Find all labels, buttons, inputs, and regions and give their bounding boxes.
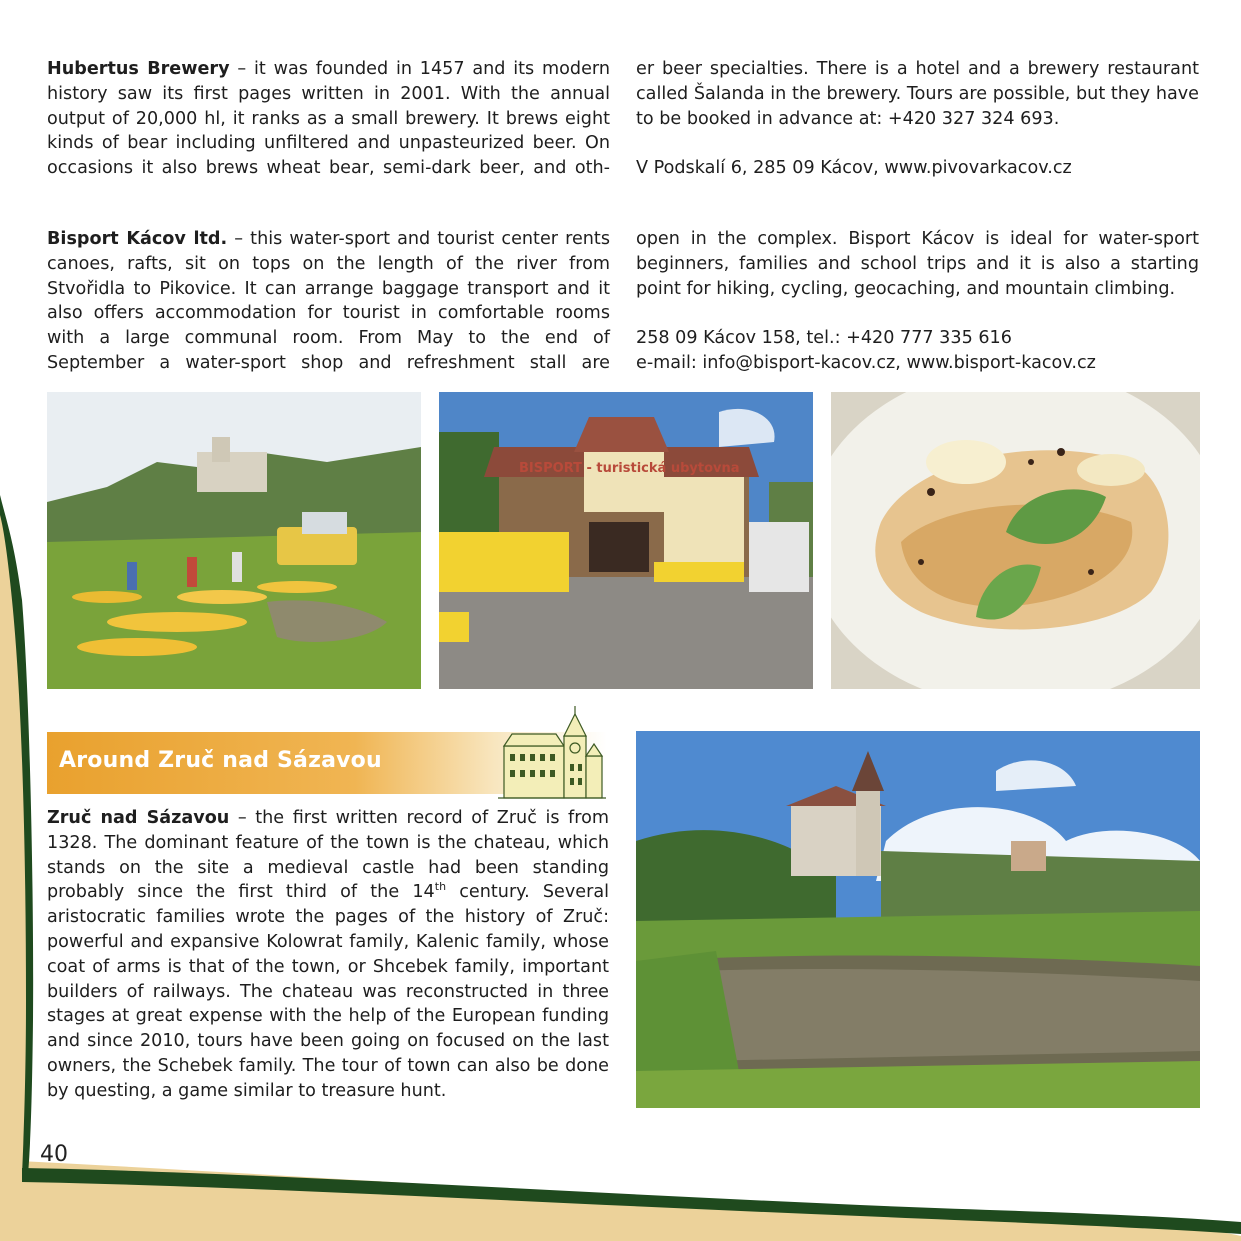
hubertus-paragraph-left — [47, 57, 610, 181]
zruc-text-b: century. Several aristocratic families wrote the pages of the history of Zruč: powerful and expansive Kolowrat family, Kalenic family, whose coat of arms is that of the town, or Shcebek family, important builders of railways. The chateau was reconstructed in three stages at great expense with the help of the European funding and since 2010, tours have been going on focused on the last owners, the Schebek family. The tour of town can also be done by questing, a game similar to treasure hunt. — [47, 882, 609, 1101]
building-sign-text: BISPORT - turistická ubytovna — [519, 461, 740, 476]
hubertus-text-left: – it was founded in 1457 and its modern history saw its first pages written in 2001. With the annual output of 20,000 hl, it ranks as a small brewery. It brews eight kinds of bear including unfiltered and unpasteurized beer. On occasions it also brews wheat bear, semi-dark beer, and oth- — [47, 59, 611, 179]
bisport-paragraph-left — [47, 227, 610, 376]
bisport-name: Bisport Kácov ltd. — [47, 229, 228, 249]
bisport-paragraph-right — [636, 227, 1199, 301]
hubertus-address: V Podskalí 6, 285 09 Kácov, www.pivovarkacov.cz — [636, 158, 1072, 178]
photo-bisport-building — [439, 392, 813, 689]
zruc-sup: th — [434, 880, 447, 894]
bisport-text-left: – this water-sport and tourist center rents canoes, rafts, sit on tops on the length of the river from Stvořidla to Pikovice. It can arrange baggage transport and it also offers accommodation for tourist in comfortable rooms with a large communal room. From May to the end of September a water-sport shop and refreshment stall are — [47, 229, 610, 373]
photo-canoes-meadow — [47, 392, 421, 689]
hubertus-text-right: er beer specialties. There is a hotel and a brewery restaurant called Šalanda in the brewery. Tours are possible, but they have to be booked in advance at: +420 327 324 693. — [636, 59, 1199, 129]
bisport-address: 258 09 Kácov 158, tel.: +420 777 335 616 — [636, 328, 1012, 348]
bisport-text-right: open in the complex. Bisport Kácov is ideal for water-sport beginners, families and school trips and it is also a starting point for hiking, cycling, geocaching, and mountain climbing. — [636, 229, 1199, 299]
hubertus-name: Hubertus Brewery — [47, 59, 230, 79]
page-number: 40 — [40, 1142, 68, 1167]
zruc-paragraph — [47, 806, 609, 1104]
section-title: Around Zruč nad Sázavou — [59, 748, 382, 773]
photo-pancakes — [831, 392, 1200, 689]
chateau-icon — [494, 706, 609, 804]
zruc-name: Zruč nad Sázavou — [47, 808, 230, 828]
hubertus-paragraph-right — [636, 57, 1199, 131]
photo-zruc-chateau-river — [636, 731, 1200, 1108]
bisport-contact: e-mail: info@bisport-kacov.cz, www.bisport-kacov.cz — [636, 353, 1096, 373]
zruc-text-a: – the first written record of Zruč is from 1328. The dominant feature of the town is the chateau, which stands on the site a medieval castle had been standing probably since the first third of the 14 — [47, 808, 610, 903]
